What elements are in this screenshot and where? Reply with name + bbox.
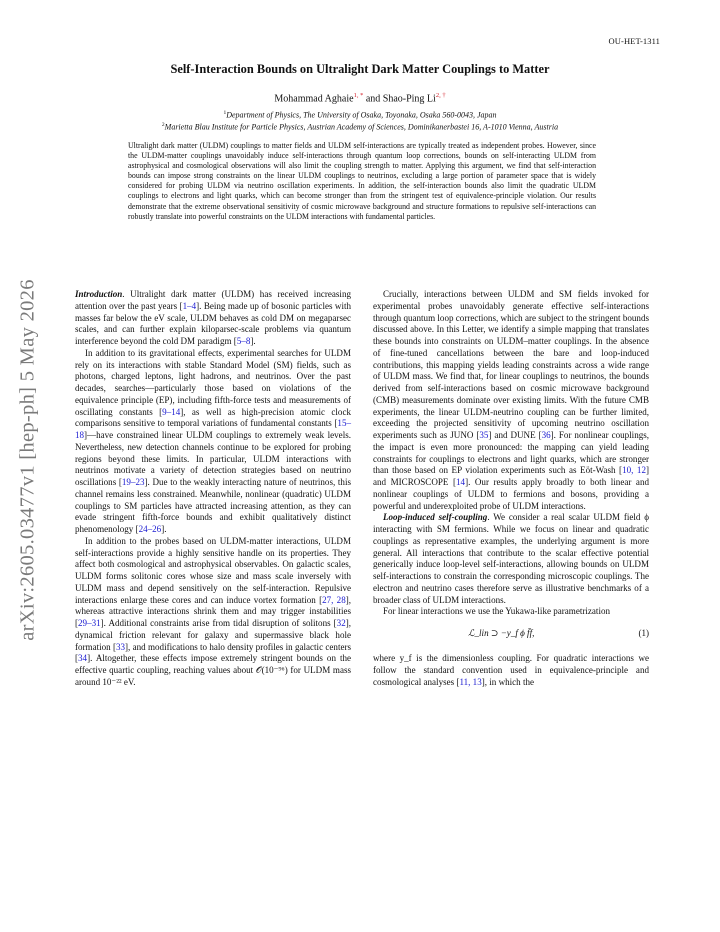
citation-link[interactable]: 10, 12 xyxy=(622,465,646,476)
equation-1 xyxy=(373,623,649,649)
paragraph: For linear interactions we use the Yukawa-like parametrization xyxy=(383,606,611,617)
author-marks[interactable]: 1, * xyxy=(353,92,364,99)
paragraph: In addition to the probes based on ULDM-matter interactions, ULDM self-interactions provide a highly sensitive handle on its properties. They affect both cosmological and astrophysical observables. On galactic scales, ULDM forms solitonic cores whose size and mass scale inversely with ULDM mass and depend sensitively on the self-interaction. Repulsive interactions enlarge these cores and can induce vortex formation [27, 28], whereas attractive interactions shrink them and may trigger instabilities [29–31]. Additional constraints arise from tidal disruption of solitons [32], dynamical friction relevant for galaxy and supermassive black hole formation [33], and modifications to halo density profiles in galactic centers [34]. Altogether, these effects impose extremely stringent bounds on the effective quartic coupling, reaching values about 𝒪(10⁻⁹⁶) for ULDM mass around 10⁻²² eV. xyxy=(75,535,352,687)
citation-link[interactable]: 5–8 xyxy=(236,336,251,346)
paragraph: Introduction. Ultralight dark matter (ULDM) has received increasing attention over the past years [1–4]. Being made up of bosonic particles with masses far below the eV scale, ULDM behaves as cold DM on megaparsec scales, and can further explain kiloparsec-scale problems via quantum interference beyond the cold DM paradigm [5–8]. xyxy=(75,289,352,346)
left-column xyxy=(75,289,351,689)
citation-link[interactable]: 11, 13 xyxy=(459,676,482,687)
author-conjunction: and xyxy=(365,93,381,105)
author-name: Shao-Ping Li xyxy=(382,93,436,105)
author-line xyxy=(60,92,660,104)
citation-link[interactable]: 36 xyxy=(541,430,551,440)
citation-link[interactable]: 33 xyxy=(116,641,126,652)
citation-link[interactable]: 15–18 xyxy=(75,418,351,440)
equation-number: (1) xyxy=(638,628,649,638)
section-heading: Loop-induced self-coupling xyxy=(383,512,488,523)
citation-link[interactable]: 1–4 xyxy=(182,300,197,311)
affiliation: $^2$Marietta Blau Institute for Particle Physics, Austrian Academy of Sciences, Dominikanerbastei 16, A-1010 Vienna, Austria xyxy=(161,122,559,132)
citation-link[interactable]: 14 xyxy=(456,477,466,487)
author-marks[interactable]: 2, † xyxy=(435,92,446,99)
citation-link[interactable]: 19–23 xyxy=(121,477,145,487)
paragraph: In addition to its gravitational effects, experimental searches for ULDM rely on its interactions with stable Standard Model (SM) fields, such as photons, charged leptons, light hadrons, and neutrinos. Over the past decades, searches—particularly those based on violations of the equivalence principle (EP), including fifth-force tests and measurements of oscillating constants [9–14], as well as high-precision atomic clock comparisons sensitive to temporal variations of fundamental constants [15–18]—have constrained linear ULDM couplings to extremely weak levels. Nevertheless, new detection channels continue to be explored for probing regions beyond these limits. In particular, ULDM interactions with neutrinos motivate a variety of detection strategies based on neutrino oscillations [19–23]. Due to the weakly interacting nature of neutrinos, this channel remains less constrained. Meanwhile, nonlinear (quadratic) ULDM couplings to SM particles have attracted increasing attention, as they can evade stringent fifth-force bounds and exhibit qualitatively distinct phenomenology [24–26]. xyxy=(75,347,351,534)
citation-link[interactable]: 27, 28 xyxy=(322,594,346,605)
equation-body: ℒ_lin ⊃ −y_f ϕ f̄f, xyxy=(468,628,535,638)
paragraph: Crucially, interactions between ULDM and SM fields invoked for experimental probes unavoidably generate effective self-interactions through quantum loop corrections, which are subject to the stringent bounds discussed above. In this Letter, we identify a simple mapping that translates these bounds into constraints on ULDM–matter couplings. In the absence of fine-tuned cancellations between the bare and loop-induced contributions, this mapping yields leading constraints across a wide range of ULDM mass. We find that, for linear couplings to neutrinos, the bounds derived from self-interactions based on cosmic microwave background (CMB) measurements dominate over existing limits. With the future CMB experiments, the linear ULDM-neutrino coupling can be further limited, exceeding the projected sensitivity of upcoming neutrino oscillation experiments such as JUNO [35] and DUNE [36]. For nonlinear couplings, the impact is even more pronounced: the mapping can yield leading constraints for couplings to electrons and light quarks, which are stronger than those based on EP violation experiments such as Eöt-Wash [10, 12] and MICROSCOPE [14]. Our results apply broadly to both linear and nonlinear couplings of ULDM to fermions and bosons, providing a powerful and underexploited probe of ULDM interactions. xyxy=(373,289,650,511)
citation-link[interactable]: 24–26 xyxy=(138,524,162,534)
section-heading: Introduction xyxy=(75,289,123,299)
affiliation: $^1$Department of Physics, The University of Osaka, Toyonaka, Osaka 560-0043, Japan xyxy=(223,110,497,120)
author-name: Mohammad Aghaie xyxy=(274,93,354,105)
paragraph: Loop-induced self-coupling. We consider a real scalar ULDM field ϕ interacting with SM fermions. While we focus on linear and quadratic couplings as representative examples, the underlying argument is more general. All interactions that contribute to the scalar effective potential generically induce loop-level self-interactions, allowing bounds on ULDM self-interactions to constrain the corresponding microscopic couplings. The electron and neutrino cases therefore serve as illustrative benchmarks of a broader class of ULDM interactions. xyxy=(373,512,649,605)
paragraph: where y_f is the dimensionless coupling. For quadratic interactions we follow the standard convention used in equivalence-principle and cosmological analyses [11, 13], in which the xyxy=(373,653,649,687)
report-number: OU-HET-1311 xyxy=(608,36,660,46)
citation-link[interactable]: 35 xyxy=(479,430,489,440)
citation-link[interactable]: 9–14 xyxy=(162,406,181,417)
abstract: Ultralight dark matter (ULDM) couplings to matter fields and ULDM self-interactions are typically treated as independent probes. However, since the ULDM-matter couplings unavoidably induce self-interactions through quantum loop corrections, bounds on self-interacting ULDM from astrophysical and cosmological observations will also limit the coupling strength to matter. Applying this argument, we find that self-interaction bounds can impose strong constraints on the linear ULDM couplings to neutrinos, excluding a large portion of parameter space that is widely considered for probing ULDM via neutrino oscillation experiments. In addition, the self-interaction bounds also limit the quadratic ULDM couplings to electrons and light quarks, which can become stronger than from the stringent test of equivalence-principle violation. Our results demonstrate that the extreme observational sensitivity of cosmic microwave background and structure formations to repulsive self-interactions can robustly translate into powerful constraints on the ULDM interactions with fundamental particles. xyxy=(128,141,596,221)
citation-link[interactable]: 29–31 xyxy=(78,618,101,628)
arxiv-stamp xyxy=(8,250,48,670)
citation-link[interactable]: 32 xyxy=(336,618,346,628)
arxiv-stamp-text: arXiv:2605.03477v1 [hep-ph] 5 May 2026 xyxy=(16,279,39,641)
right-column xyxy=(373,289,649,688)
citation-link[interactable]: 34 xyxy=(78,653,88,664)
paper-title: Self-Interaction Bounds on Ultralight Dark Matter Couplings to Matter xyxy=(170,62,550,76)
